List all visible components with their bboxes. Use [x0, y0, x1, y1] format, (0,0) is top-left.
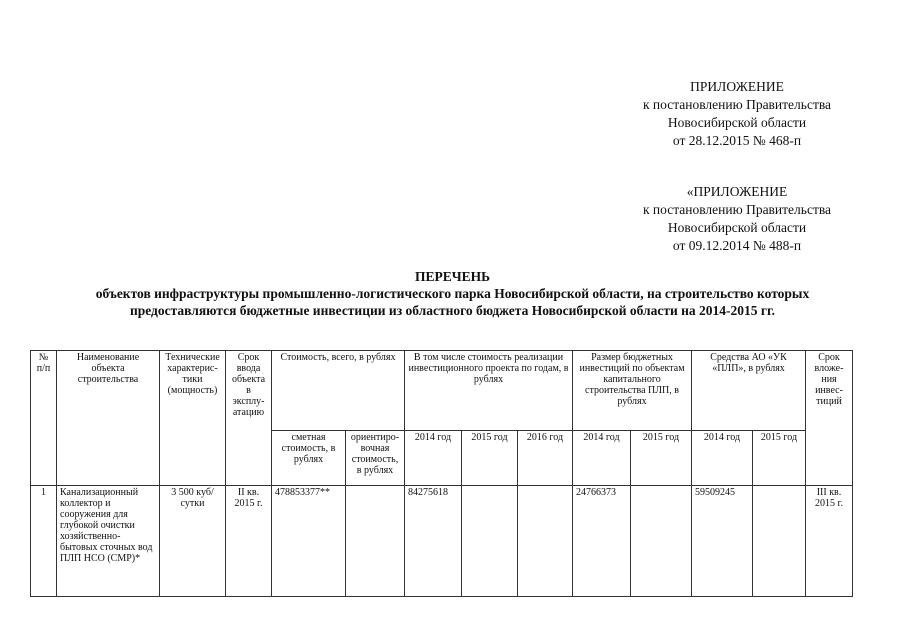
header-num: № п/п [31, 351, 57, 486]
title-heading: ПЕРЕЧЕНЬ [414, 269, 491, 284]
cell-tech: 3 500 куб/ сутки [160, 486, 226, 597]
header-tech: Технические характерис-тики (мощность) [160, 351, 226, 486]
cell-invest-2016 [518, 486, 573, 597]
header-budget-2015: 2015 год [631, 431, 692, 486]
title-line-1: объектов инфраструктуры промышленно-логистического парка Новосибирской области, на строительство которых [95, 286, 810, 301]
header-deadline: Срок вложе-ния инвес-тиций [806, 351, 853, 486]
header-uk-2014: 2014 год [692, 431, 753, 486]
header-cost-approx: ориентиро-вочная стоимость, в рублях [346, 431, 405, 486]
cell-uk-2014: 59509245 [692, 486, 753, 597]
cell-commission: II кв. 2015 г. [226, 486, 272, 597]
cell-budget-2014: 24766373 [573, 486, 631, 597]
header-cost: Стоимость, всего, в рублях [272, 351, 405, 431]
header-invest-2015: 2015 год [462, 431, 518, 486]
appendix-current-line-2: к постановлению Правительства [642, 97, 832, 112]
header-budget-2014: 2014 год [573, 431, 631, 486]
cell-invest-2015 [462, 486, 518, 597]
header-uk-2015: 2015 год [753, 431, 806, 486]
table-row [31, 486, 853, 597]
appendix-previous-block [612, 183, 862, 255]
table-header-row-1 [31, 351, 853, 431]
header-budget: Размер бюджетных инвестиций по объектам капитального строительства ПЛП, в рублях [573, 351, 692, 431]
header-invest: В том числе стоимость реализации инвестиционного проекта по годам, в рублях [405, 351, 573, 431]
cell-num: 1 [31, 486, 57, 597]
cell-cost-approx [346, 486, 405, 597]
appendix-previous-date: от 09.12.2014 № 488-п [672, 238, 802, 253]
cell-cost-estimate: 478853377** [272, 486, 346, 597]
header-invest-2016: 2016 год [518, 431, 573, 486]
header-name: Наименование объекта строительства [57, 351, 160, 486]
appendix-current-line-3: Новосибирской области [667, 115, 807, 130]
cell-deadline: III кв. 2015 г. [806, 486, 853, 597]
header-invest-2014: 2014 год [405, 431, 462, 486]
cell-invest-2014: 84275618 [405, 486, 462, 597]
title-line-2: предоставляются бюджетные инвестиции из областного бюджета Новосибирской области на 2014-2015 гг. [129, 303, 776, 318]
document-title [20, 268, 885, 319]
header-uk: Средства АО «УК «ПЛП», в рублях [692, 351, 806, 431]
appendix-current-date: от 28.12.2015 № 468-п [672, 133, 802, 148]
cell-budget-2015 [631, 486, 692, 597]
appendix-current-block [612, 78, 862, 150]
appendix-previous-line-3: Новосибирской области [667, 220, 807, 235]
cell-name: Канализационный коллектор и сооружения для глубокой очистки хозяйственно-бытовых сточных вод ПЛП НСО (СМР)* [57, 486, 160, 597]
appendix-previous-line-2: к постановлению Правительства [642, 202, 832, 217]
header-commission: Срок ввода объекта в эксплу-атацию [226, 351, 272, 486]
appendix-current-label: ПРИЛОЖЕНИЕ [690, 79, 784, 94]
header-cost-estimate: сметная стоимость, в рублях [272, 431, 346, 486]
appendix-previous-label: «ПРИЛОЖЕНИЕ [686, 184, 788, 199]
cell-uk-2015 [753, 486, 806, 597]
objects-table [30, 350, 853, 597]
